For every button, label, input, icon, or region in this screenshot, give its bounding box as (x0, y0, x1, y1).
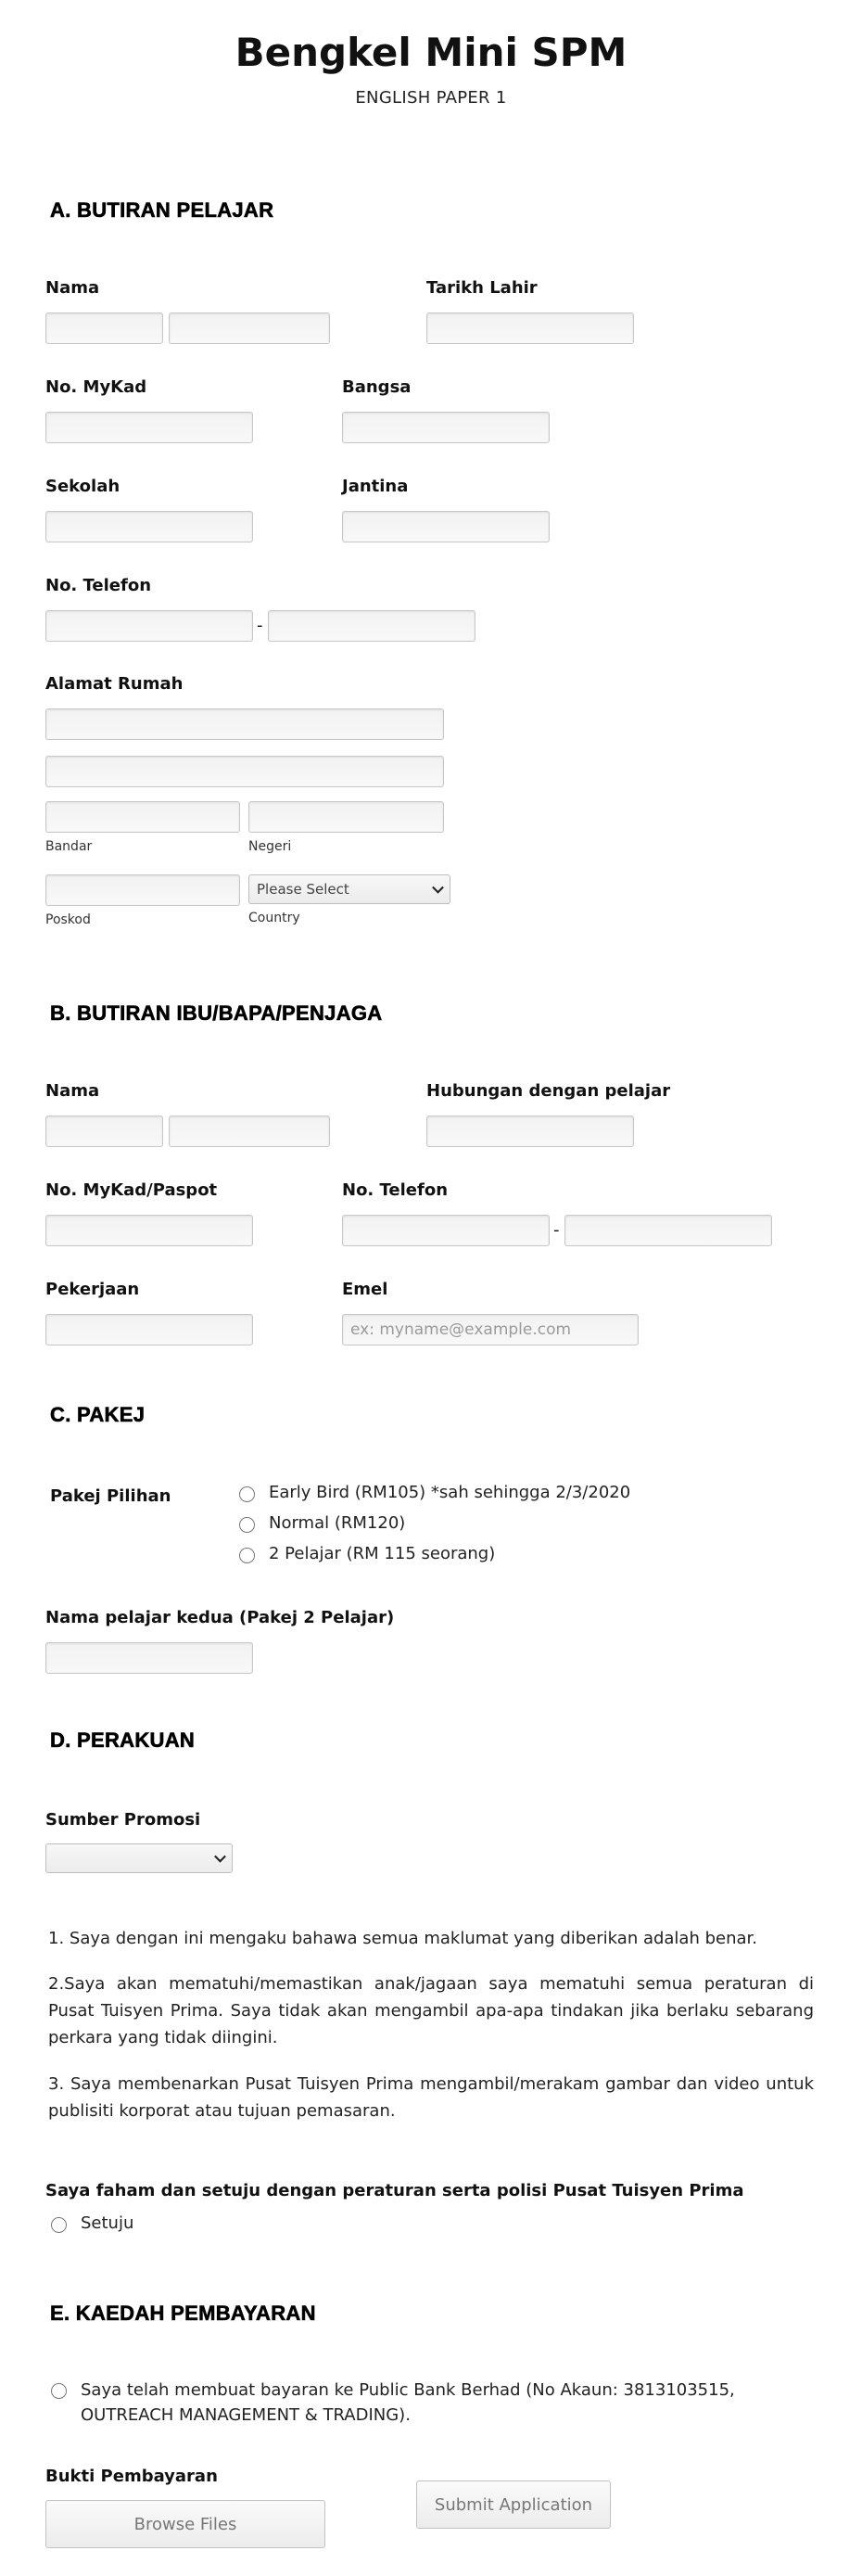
address-line1-input[interactable] (45, 708, 444, 740)
agreement-label: Saya faham dan setuju dengan peraturan serta polisi Pusat Tuisyen Prima (45, 2181, 744, 2200)
package-option-3-label[interactable]: 2 Pelajar (RM 115 seorang) (269, 1544, 496, 1563)
declaration-paragraph-2: 2.Saya akan mematuhi/memastikan anak/jagaan saya mematuhi semua peraturan di Pusat Tuisyen Prima. Saya tidak akan mengambil apa-apa tindakan jika berlaku sebarang perkara yang tidak diingini. (48, 1974, 814, 2047)
section-a-heading: A. BUTIRAN PELAJAR (50, 198, 274, 222)
section-d-heading: D. PERAKUAN (50, 1728, 196, 1752)
payment-confirm-label[interactable]: Saya telah membuat bayaran ke Public Bank Berhad (No Akaun: 3813103515, OUTREACH MANAGEMENT & TRADING). (81, 2380, 735, 2425)
package-option-2-radio[interactable] (239, 1517, 255, 1533)
payment-confirm-radio[interactable] (51, 2383, 67, 2399)
promo-source-select[interactable] (45, 1843, 233, 1873)
guardian-id-label: No. MyKad/Paspot (45, 1180, 218, 1200)
state-input[interactable] (248, 801, 444, 833)
address-label: Alamat Rumah (45, 674, 184, 694)
country-select[interactable] (248, 874, 450, 904)
browse-files-button[interactable]: Browse Files (45, 2500, 325, 2548)
package-option-3-radio[interactable] (239, 1548, 255, 1563)
student-last-name-input[interactable] (169, 312, 330, 344)
mykad-input[interactable] (45, 412, 253, 443)
guardian-phone-dash: - (553, 1220, 560, 1240)
city-input[interactable] (45, 801, 240, 833)
birth-date-label: Tarikh Lahir (426, 278, 538, 298)
race-label: Bangsa (342, 377, 412, 397)
section-b-heading: B. BUTIRAN IBU/BAPA/PENJAGA (50, 1001, 383, 1025)
school-label: Sekolah (45, 477, 120, 496)
guardian-phone-area-input[interactable] (342, 1215, 550, 1246)
package-option-1-radio[interactable] (239, 1486, 255, 1502)
birth-date-input[interactable] (426, 312, 634, 344)
email-label: Emel (342, 1280, 388, 1299)
phone-number-input[interactable] (268, 610, 475, 642)
postcode-sublabel: Poskod (45, 912, 91, 927)
school-input[interactable] (45, 511, 253, 542)
occupation-label: Pekerjaan (45, 1280, 140, 1299)
address-line2-input[interactable] (45, 756, 444, 787)
second-student-input[interactable] (45, 1642, 253, 1674)
form-title: Bengkel Mini SPM (235, 30, 627, 75)
guardian-first-name-input[interactable] (45, 1116, 163, 1147)
guardian-id-input[interactable] (45, 1215, 253, 1246)
guardian-phone-label: No. Telefon (342, 1180, 449, 1200)
gender-label: Jantina (342, 477, 409, 496)
section-c-heading: C. PAKEJ (50, 1403, 146, 1426)
form-subtitle: ENGLISH PAPER 1 (355, 88, 507, 108)
email-input[interactable] (342, 1314, 639, 1345)
phone-dash: - (257, 616, 263, 635)
declaration-paragraph-1: 1. Saya dengan ini mengaku bahawa semua maklumat yang diberikan adalah benar. (48, 1929, 757, 1948)
relationship-label: Hubungan dengan pelajar (426, 1081, 671, 1101)
phone-label: No. Telefon (45, 576, 152, 595)
student-first-name-input[interactable] (45, 312, 163, 344)
country-sublabel: Country (248, 911, 300, 925)
agree-radio[interactable] (51, 2217, 67, 2233)
country-select-value: Please Select (257, 881, 349, 898)
student-name-label: Nama (45, 278, 100, 298)
package-label: Pakej Pilihan (50, 1486, 171, 1506)
relationship-input[interactable] (426, 1116, 634, 1147)
payment-proof-label: Bukti Pembayaran (45, 2467, 218, 2486)
chevron-down-icon (214, 1851, 226, 1863)
chevron-down-icon (432, 882, 444, 894)
section-e-heading: E. KAEDAH PEMBAYARAN (50, 2302, 316, 2325)
race-input[interactable] (342, 412, 550, 443)
mykad-label: No. MyKad (45, 377, 147, 397)
city-sublabel: Bandar (45, 839, 93, 854)
guardian-last-name-input[interactable] (169, 1116, 330, 1147)
submit-application-button[interactable]: Submit Application (416, 2480, 611, 2529)
occupation-input[interactable] (45, 1314, 253, 1345)
promo-source-label: Sumber Promosi (45, 1810, 201, 1830)
guardian-phone-number-input[interactable] (564, 1215, 772, 1246)
second-student-label: Nama pelajar kedua (Pakej 2 Pelajar) (45, 1608, 395, 1627)
declaration-paragraph-3: 3. Saya membenarkan Pusat Tuisyen Prima mengambil/merakam gambar dan video untuk publisiti korporat atau tujuan pemasaran. (48, 2074, 814, 2121)
postcode-input[interactable] (45, 874, 240, 906)
gender-input[interactable] (342, 511, 550, 542)
guardian-name-label: Nama (45, 1081, 100, 1101)
state-sublabel: Negeri (248, 839, 292, 854)
package-option-1-label[interactable]: Early Bird (RM105) *sah sehingga 2/3/2020 (269, 1483, 631, 1502)
phone-area-input[interactable] (45, 610, 253, 642)
agree-option-label[interactable]: Setuju (81, 2213, 134, 2233)
package-option-2-label[interactable]: Normal (RM120) (269, 1513, 406, 1533)
